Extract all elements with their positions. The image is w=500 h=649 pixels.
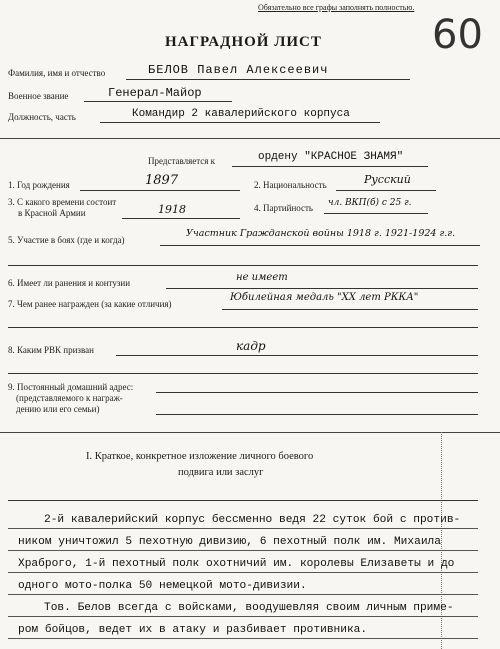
awards-value: Юбилейная медаль "XX лет РККА" (230, 292, 419, 303)
battles-value: Участник Гражданской войны 1918 г. 1921-1924 г.г. (186, 228, 456, 239)
name-label: Фамилия, имя и отчество (8, 68, 106, 78)
battles-label: 5. Участие в боях (где и когда) (8, 235, 125, 245)
presented-label: Представляется к (148, 156, 216, 166)
mandatory-fill-note: Обязательно все графы заполнять полностью. (258, 3, 415, 12)
section-heading-line-1: I. Краткое, конкретное изложение личного боевого (86, 451, 314, 462)
wounds-value: не имеет (236, 272, 288, 283)
rank-label: Военное звание (8, 91, 69, 101)
rvk-label: 8. Каким РВК призван (8, 345, 94, 355)
army-since-label-2: в Красной Армии (18, 208, 86, 218)
position-label: Должность, часть (8, 112, 76, 122)
section-heading-line-2: подвига или заслуг (178, 467, 264, 478)
address-label-2: (представляемого к награж- (16, 393, 123, 403)
document-title: НАГРАДНОЙ ЛИСТ (165, 34, 322, 50)
nationality-value: Русский (364, 173, 411, 186)
name-value: БЕЛОВ Павел Алексеевич (148, 63, 329, 77)
wounds-label: 6. Имеет ли ранения и контузии (8, 278, 131, 288)
rank-value: Генерал-Майор (108, 86, 202, 100)
rvk-value: кадр (236, 339, 266, 353)
position-value: Командир 2 кавалерийского корпуса (132, 108, 350, 120)
army-since-value: 1918 (158, 203, 186, 216)
narrative-line-2: ником уничтожил 5 пехотную дивизию, 6 пехотный полк им. Михаила (18, 536, 441, 548)
birth-year-value: 1897 (145, 173, 179, 188)
page-number: 60 (432, 12, 483, 58)
address-label-3: дению или его семьи) (16, 404, 100, 414)
narrative-line-1: 2-й кавалерийский корпус бессменно ведя 22 суток бой с против- (44, 514, 461, 526)
narrative-line-6: ром бойцов, ведет их в атаку и разбивает противника. (18, 624, 368, 636)
address-label-1: 9. Постоянный домашний адрес: (8, 382, 134, 392)
narrative-line-5: Тов. Белов всегда с войсками, воодушевляя своим личным приме- (44, 602, 454, 614)
narrative-line-3: Храброго, 1-й пехотный полк охотничий им. королевы Елизаветы и до (18, 558, 455, 570)
narrative-line-4: одного мото-полка 50 немецкой мото-дивизии. (18, 580, 307, 592)
party-label: 4. Партийность (254, 203, 314, 213)
party-value: чл. ВКП(б) с 25 г. (328, 198, 412, 208)
awards-label: 7. Чем ранее награжден (за какие отличия) (8, 299, 172, 309)
birth-year-label: 1. Год рождения (8, 180, 70, 190)
nationality-label: 2. Национальность (254, 180, 327, 190)
army-since-label-1: 3. С какого времени состоит (8, 197, 117, 207)
presented-value: ордену "КРАСНОЕ ЗНАМЯ" (258, 151, 404, 163)
